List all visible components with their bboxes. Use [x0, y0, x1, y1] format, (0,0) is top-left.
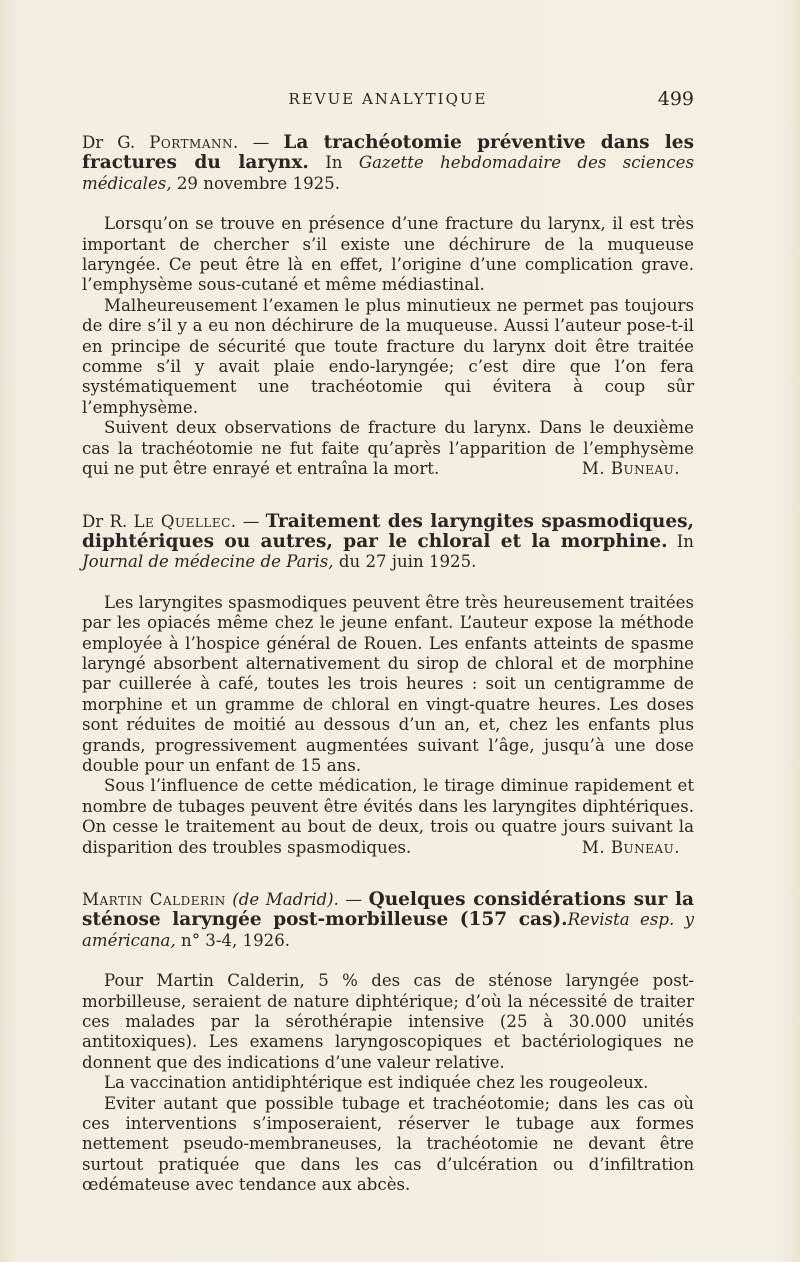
paragraph: Lorsqu’on se trouve en présence d’une fracture du larynx, il est très important de chercher s’il existe une déchirure de la muqueuse laryngée. Ce peut être là en effet, l’origine d’une complication grave. l’emphysème sous-cutané et même médiastinal.: [82, 214, 694, 295]
paragraph: La vaccination antidiphtérique est indiquée chez les rougeoleux.: [104, 1073, 649, 1093]
author-affiliation: (de Madrid).: [225, 890, 339, 909]
article-heading: [82, 512, 694, 573]
article-body: [82, 593, 694, 858]
review-article-portmann: [82, 133, 694, 480]
review-article-le-quellec: [82, 512, 694, 859]
article-title: Quelques considérations sur la sténose laryngée post-morbilleuse (157 cas).: [82, 889, 694, 931]
article-body: [82, 214, 694, 479]
paragraph-text: Suivent deux observations de fracture du larynx. Dans le deuxième cas la trachéotomie ne fut faite qu’après l’apparition de l’emphysème qui ne put être enrayé et entraîna la mort.: [82, 418, 694, 479]
article-title: La trachéotomie préventive dans les fractures du larynx.: [82, 132, 694, 174]
source-date: 29 novembre 1925.: [171, 173, 341, 193]
page-number: 499: [657, 88, 694, 110]
paragraph: Pour Martin Calderin, 5 % des cas de sténose laryngée post-morbilleuse, seraient de nature diphtérique; d’où la nécessité de traiter ces malades par la sérothérapie intensive (25 à 30.000 unités antitoxiques). Les examens laryngoscopiques et bactériologiques ne donnent que des indications d’une valeur relative.: [82, 971, 694, 1072]
paragraph: [82, 418, 694, 479]
page-content: [82, 133, 694, 1196]
heading-dash: —: [238, 133, 284, 152]
page-header: [82, 88, 694, 112]
article-body: [82, 971, 694, 1195]
reviewer-signature: M. Buneau.: [581, 837, 680, 857]
source-intro: In: [667, 531, 694, 551]
paragraph: Malheureusement l’examen le plus minutieux ne permet pas toujours de dire s’il y a eu non déchirure de la muqueuse. Aussi l’auteur pose-t-il en principe de sécurité que toute fracture du larynx doit être traitée comme s’il y avait plaie endo-laryngée; c’est dire que l’on fera systématiquement une trachéotomie qui évitera à coup sûr l’emphysème.: [82, 295, 694, 417]
author-name: Martin Calderin: [82, 890, 226, 909]
article-title: Traitement des laryngites spasmodiques, diphtériques ou autres, par le chloral et la morphine.: [82, 510, 694, 552]
author-prefix: Dr G.: [82, 133, 150, 152]
source-date: du 27 juin 1925.: [333, 552, 477, 572]
source-date: n° 3-4, 1926.: [175, 930, 291, 950]
source-intro: In: [308, 153, 359, 173]
paragraph: [82, 776, 694, 858]
source-journal: Journal de médecine de Paris,: [82, 552, 334, 572]
article-heading: [82, 890, 694, 951]
reviewer-signature: M. Buneau.: [581, 459, 680, 479]
paragraph-text: Sous l’influence de cette médication, le tirage diminue rapidement et nombre de tubages peuvent être évités dans les laryngites diphtériques. On cesse le traitement au bout de deux, trois ou quatre jours suivant la disparition des troubles spasmodiques.: [82, 776, 694, 857]
paragraph: Les laryngites spasmodiques peuvent être très heureusement traitées par les opiacés même chez le jeune enfant. L’auteur expose la méthode employée à l’hospice général de Rouen. Les enfants atteints de spasme laryngé absorbent alternativement du sirop de chloral et de morphine par cuillerée à café, toutes les trois heures : soit un centigramme de morphine et un gramme de chloral en vingt-quatre heures. Les doses sont réduites de moitié au dessous d’un an, et, chez les enfants plus grands, progressivement augmentées suivant l’âge, jusqu’à une dose double pour un enfant de 15 ans.: [82, 592, 694, 775]
review-article-calderin: [82, 890, 694, 1196]
author-prefix: Dr R.: [82, 511, 134, 531]
author-name: Le Quellec.: [133, 511, 237, 531]
author-name: Portmann.: [149, 133, 239, 152]
source-journal: Revista esp. y américana,: [82, 910, 695, 950]
heading-dash: —: [236, 511, 266, 531]
heading-dash: —: [338, 890, 369, 909]
paragraph: Eviter autant que possible tubage et trachéotomie; dans les cas où ces interventions s’imposeraient, réserver le tubage aux formes nettement pseudo-membraneuses, la trachéotomie ne devant être surtout pratiquée que dans les cas d’ulcération ou d’infiltration œdémateuse avec tendance aux abcès.: [82, 1093, 694, 1195]
article-heading: [82, 133, 694, 194]
running-head: REVUE ANALYTIQUE: [288, 90, 488, 108]
source-journal: Gazette hebdomadaire des sciences médicales,: [82, 153, 694, 193]
